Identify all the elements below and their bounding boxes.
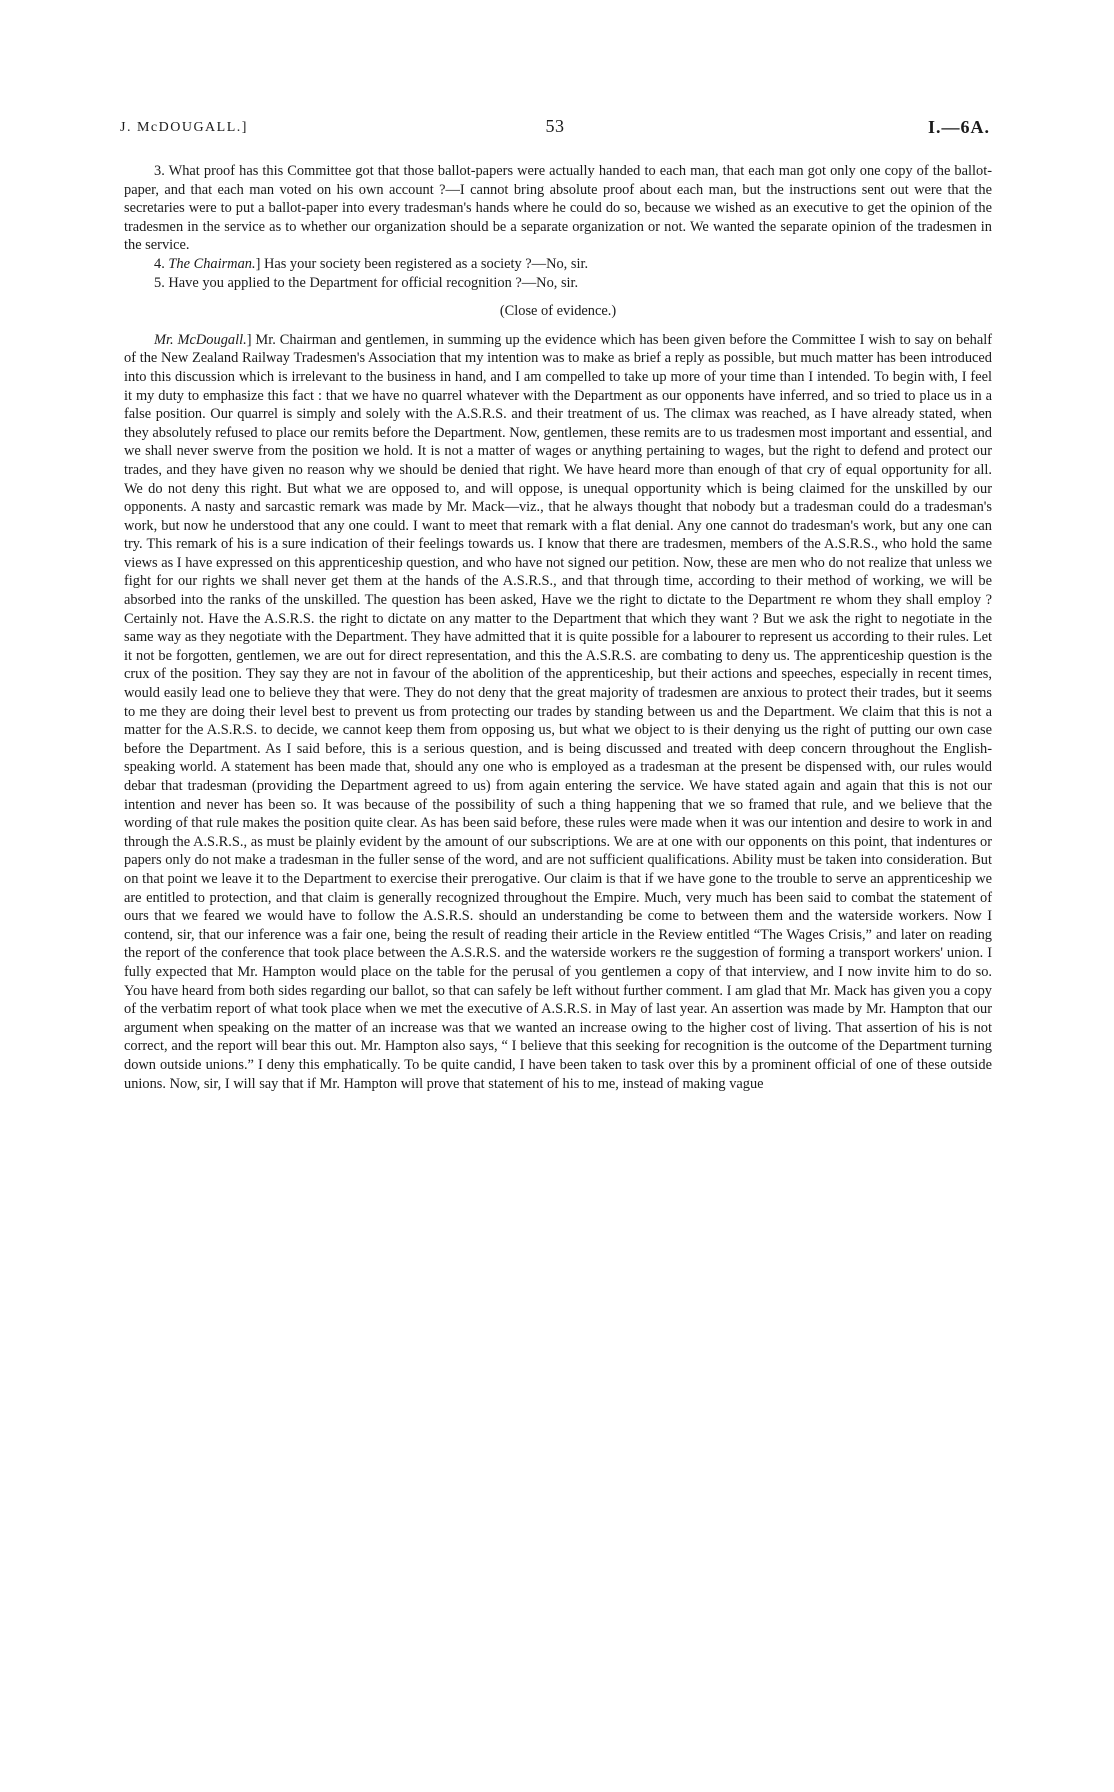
running-head — [120, 116, 990, 146]
body-text — [124, 162, 992, 1093]
speaker-name: Mr. McDougall. — [154, 331, 247, 348]
question-text: ] Has your society been registered as a society ?—No, sir. — [255, 255, 589, 272]
question-number: 4. — [154, 255, 165, 272]
question-number: 3. — [154, 163, 165, 179]
witness-name-header: J. McDOUGALL.] — [120, 120, 248, 135]
question-4 — [124, 255, 992, 274]
question-text: What proof has this Committee got that those ballot-papers were actually handed to each man, that each man got only one copy of the ballot-paper, and that each man voted on his own account ?—I cannot bring absolute proof about each man, but the instructions sent out were that the secretaries were to put a ballot-paper into every tradesman's hands where he could do so, because we wished as an executive to get the opinion of the tradesmen in the service as to whether our organization should be a separate organization or not. We wanted the separate opinion of the tradesmen in the service. — [124, 163, 992, 254]
question-5 — [124, 274, 992, 293]
page-number: 53 — [545, 116, 565, 136]
document-reference: I.—6A. — [927, 117, 990, 137]
question-3 — [124, 162, 992, 255]
speaker-name: The Chairman. — [168, 255, 256, 272]
question-text: Have you applied to the Department for official recognition ?—No, sir. — [168, 274, 579, 291]
closing-statement — [124, 331, 992, 1093]
question-number: 5. — [154, 274, 165, 291]
statement-text: ] Mr. Chairman and gentlemen, in summing up the evidence which has been given before the Committee I wish to say on behalf of the New Zealand Railway Tradesmen's Association that my intention was to make as brief a reply as possible, but much matter has been introduced into this discussion which is irrelevant to the business in hand, and I am compelled to take up more of your time than I intended. To begin with, I feel it my duty to emphasize this fact : that we have no quarrel whatever with the Department as our opponents have inferred, and so tried to place us in a false position. Our quarrel is simply and solely with the A.S.R.S. and their treatment of us. The climax was reached, as I have already stated, when they absolutely refused to place our remits before the Department. Now, gentlemen, these remits are to us tradesmen most important and essential, and we shall never swerve from the position we hold. It is not a matter of wages or anything pertaining to wages, but the right to defend and protect our trades, and they have given no reason why we should be denied that right. We have heard more than enough of that cry of equal opportunity for all. We do not deny this right. But what we are opposed to, and will oppose, is unequal opportunity which is being claimed for the unskilled by our opponents. A nasty and sarcastic remark was made by Mr. Mack—viz., that he always thought that nobody but a tradesman could do a tradesman's work, but now he understood that any one could. I want to meet that remark with a flat denial. Any one cannot do tradesman's work, but any one can try. This remark of his is a sure indication of their feelings towards us. I know that there are tradesmen, members of the A.S.R.S., who hold the same views as I have expressed on this apprenticeship question, and who have not signed our petition. Now, these are men who do not realize that unless we fight for our rights we shall never get them at the hands of the A.S.R.S., and that through time, according to their method of working, we will be absorbed into the ranks of the unskilled. The question has been asked, Have we the right to dictate to the Department re whom they shall employ ? Certainly not. Have the A.S.R.S. the right to dictate on any matter to the Department that which they want ? But we ask the right to negotiate in the same way as they negotiate with the Department. They have admitted that it is quite possible for a labourer to represent us according to their rules. Let it not be forgotten, gentlemen, we are out for direct representation, and this the A.S.R.S. are combating to deny us. The apprenticeship question is the crux of the position. They say they are not in favour of the abolition of the apprenticeship, but their actions and speeches, especially in recent times, would easily lead one to believe they that were. They do not deny that the great majority of tradesmen are anxious to protect their trades, but it seems to me they are doing their level best to prevent us from protecting our trades by standing between us and the Department. We claim that this is not a matter for the A.S.R.S. to decide, we cannot keep them from opposing us, but what we object to is their denying us the right of putting our own case before the Department. As I said before, this is a serious question, and is being discussed and treated with deep concern throughout the English-speaking world. A statement has been made that, should any one who is employed as a tradesman at the present be dispensed with, our rules would debar that tradesman (providing the Department agreed to us) from again entering the service. We have stated again and again that this is not our intention and never has been so. It was because of the possibility of such a thing happening that we so framed that rule, and we believe that the wording of that rule makes the position quite clear. As has been said before, these rules were made when it was our intention and desire to work in and through the A.S.R.S., as must be plainly evident by the amount of our subscriptions. We are at one with our opponents on this point, that indentures or papers only do not make a tradesman in the fuller sense of the word, and are not sufficient qualifications. Ability must be taken into consideration. But on that point we leave it to the Department to exercise their prerogative. Our claim is that if we have gone to the trouble to serve an apprenticeship we are entitled to protection, and that claim is generally recognized throughout the Empire. Much, very much has been said to combat the statement of ours that we feared we would have to follow the A.S.R.S. should an understanding be come to between them and the waterside workers. Now I contend, sir, that our inference was a fair one, being the result of reading their article in the Review entitled “The Wages Crisis,” and later on reading the report of the conference that took place between the A.S.R.S. and the waterside workers re the suggestion of forming a transport workers' union. I fully expected that Mr. Hampton would place on the table for the perusal of you gentlemen a copy of that interview, and I now invite him to do so. You have heard from both sides regarding our ballot, so that can safely be left without further comment. I am glad that Mr. Mack has given you a copy of the verbatim report of what took place when we met the executive of A.S.R.S. in May of last year. An assertion was made by Mr. Hampton that our argument when speaking on the matter of an increase was that we wanted an increase owing to the higher cost of living. That assertion of his is not correct, and the report will bear this out. Mr. Hampton also says, “ I believe that this seeking for recognition is the outcome of the Department turning down outside unions.” I deny this emphatically. To be quite candid, I have been taken to task over this by a prominent official of one of these outside unions. Now, sir, I will say that if Mr. Hampton will prove that statement of his to me, instead of making vague — [124, 331, 992, 1092]
close-of-evidence-note: (Close of evidence.) — [499, 303, 617, 320]
